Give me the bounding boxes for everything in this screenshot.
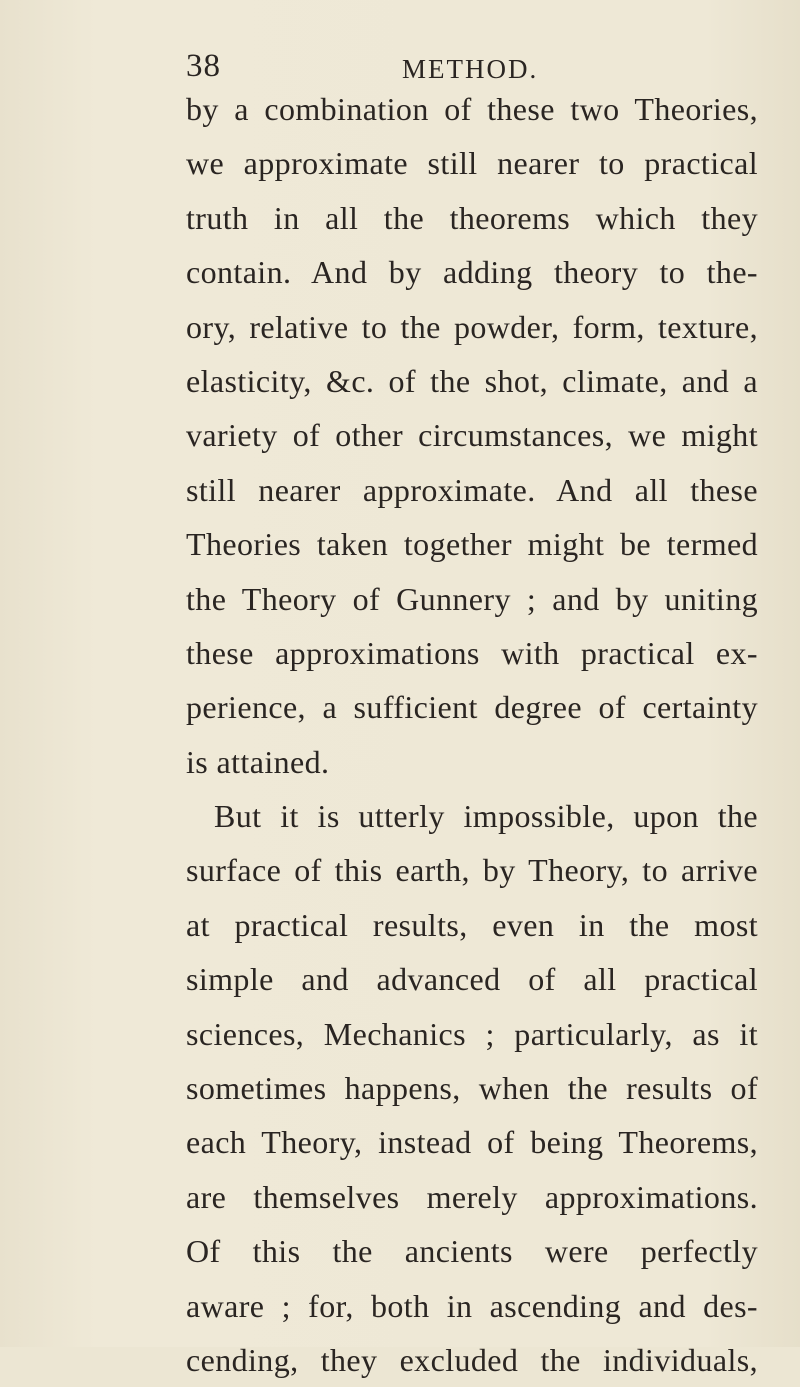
text-line: at practical results, even in the most (186, 906, 758, 943)
text-line: each Theory, instead of being Theorems, (186, 1124, 758, 1161)
text-line: Theories taken together might be termed (186, 526, 758, 563)
text-line: aware ; for, both in ascending and des- (186, 1287, 758, 1324)
text-line: contain. And by adding theory to the- (186, 254, 758, 291)
running-title: METHOD. (402, 54, 539, 84)
text-line: variety of other circumstances, we might (186, 417, 758, 454)
text-line: we approximate still nearer to practical (186, 145, 758, 182)
paragraph-start-line: But it is utterly impossible, upon the (214, 798, 758, 835)
text-line: cending, they excluded the individuals, (186, 1341, 758, 1378)
text-line: these approximations with practical ex- (186, 634, 758, 671)
text-line: simple and advanced of all practical (186, 961, 758, 998)
text-line: truth in all the theorems which they (186, 199, 758, 236)
text-line: surface of this earth, by Theory, to arrive (186, 852, 758, 889)
paragraph-end-line: is attained. (186, 743, 330, 780)
body-text (186, 82, 758, 1387)
text-line: sciences, Mechanics ; particularly, as it (186, 1015, 758, 1052)
text-line: sometimes happens, when the results of (186, 1070, 758, 1107)
text-line: are themselves merely approximations. (186, 1178, 758, 1215)
text-line: the Theory of Gunnery ; and by uniting (186, 580, 758, 617)
text-line: by a combination of these two Theories, (186, 91, 758, 127)
text-line: Of this the ancients were perfectly (186, 1233, 758, 1270)
text-line: ory, relative to the powder, form, texture, (186, 308, 758, 345)
text-line: perience, a sufficient degree of certainty (186, 689, 758, 726)
text-line: elasticity, &c. of the shot, climate, and a (186, 362, 758, 399)
text-line: still nearer approximate. And all these (186, 471, 758, 508)
page-number: 38 (186, 48, 221, 84)
